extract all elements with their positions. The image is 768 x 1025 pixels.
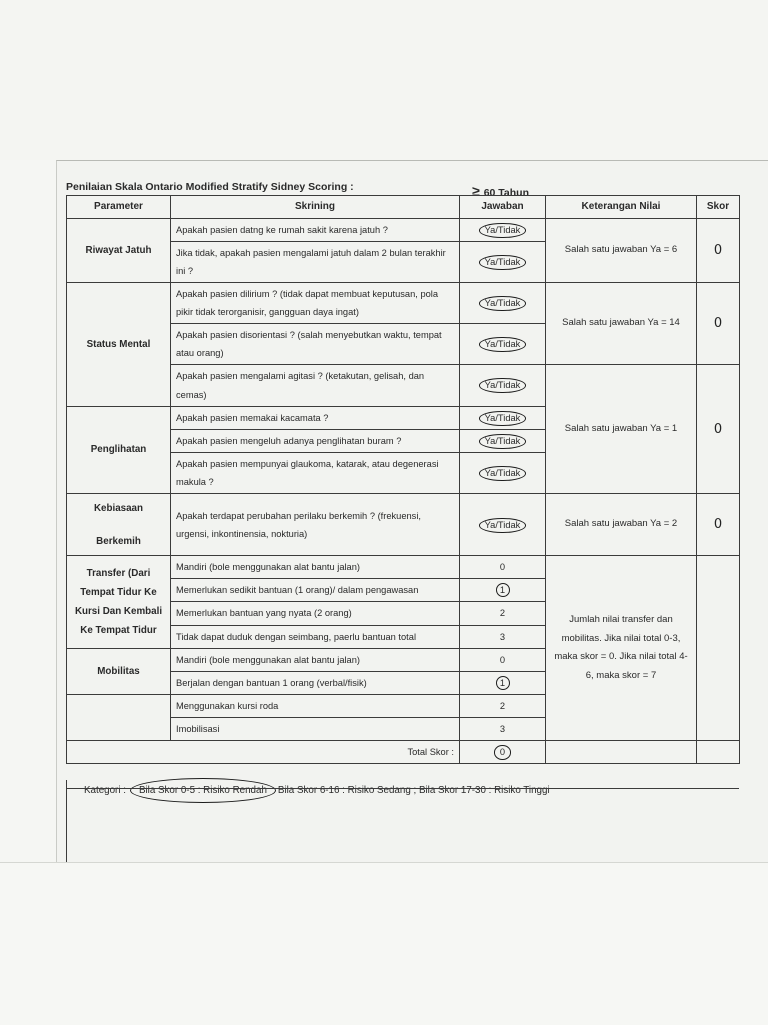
value-cell <box>460 579 546 602</box>
param-empty <box>67 694 171 740</box>
circled-answer: Ya/Tidak <box>479 223 527 238</box>
total-spacer <box>697 741 740 764</box>
answer-cell <box>460 365 546 406</box>
value-cell: 3 <box>460 718 546 741</box>
question-text: Tidak dapat duduk dengan seimbang, paerlu bantuan total <box>171 625 460 648</box>
total-value: 0 <box>494 745 511 760</box>
total-row <box>67 741 740 764</box>
param-transfer: Transfer (Dari Tempat Tidur Ke Kursi Dan Kembali Ke Tempat Tidur <box>67 556 171 649</box>
circled-answer: Ya/Tidak <box>479 518 527 533</box>
kategori-circled-rendah: Bila Skor 0-5 : Risiko Rendah <box>130 778 276 803</box>
question-text: Mandiri (bole menggunakan alat bantu jalan) <box>171 556 460 579</box>
answer-cell <box>460 241 546 282</box>
answer-cell <box>460 452 546 493</box>
question-text: Apakah pasien datng ke rumah sakit karena jatuh ? <box>171 218 460 241</box>
scan-background-bottom <box>0 862 768 1025</box>
keterangan-text: Salah satu jawaban Ya = 6 <box>546 218 697 282</box>
circled-value: 1 <box>496 676 510 690</box>
scan-background-top <box>0 0 768 160</box>
circled-answer: Ya/Tidak <box>479 411 527 426</box>
kategori-line <box>84 778 550 803</box>
value-cell <box>460 671 546 694</box>
value-cell: 3 <box>460 625 546 648</box>
header-parameter: Parameter <box>67 196 171 219</box>
circled-answer: Ya/Tidak <box>479 378 527 393</box>
table-row <box>67 218 740 241</box>
param-label-line: Berkemih <box>96 535 141 547</box>
answer-cell <box>460 406 546 429</box>
table-row <box>67 494 740 556</box>
geq-symbol: ≥ <box>472 183 480 199</box>
param-mobilitas: Mobilitas <box>67 648 171 694</box>
total-value-cell <box>460 741 546 764</box>
answer-cell <box>460 429 546 452</box>
question-text: Apakah pasien mengalami agitasi ? (ketakutan, gelisah, dan cemas) <box>171 365 460 406</box>
circled-answer: Ya/Tidak <box>479 434 527 449</box>
question-text: Mandiri (bole menggunakan alat bantu jalan) <box>171 648 460 671</box>
skor-value: 0 <box>697 365 740 494</box>
question-text: Apakah terdapat perubahan perilaku berkemih ? (frekuensi, urgensi, inkontinensia, nokturia) <box>171 494 460 556</box>
skor-value: 0 <box>697 282 740 365</box>
table-header-row <box>67 196 740 219</box>
answer-cell <box>460 282 546 323</box>
kategori-label: Kategori : <box>84 785 126 796</box>
value-cell: 2 <box>460 602 546 625</box>
table-left-border-lower <box>66 780 67 862</box>
question-text: Memerlukan bantuan yang nyata (2 orang) <box>171 602 460 625</box>
kategori-rest: Bila Skor 6-16 : Risiko Sedang ; Bila Skor 17-30 : Risiko Tinggi <box>277 785 550 796</box>
question-text: Apakah pasien disorientasi ? (salah menyebutkan waktu, tempat atau orang) <box>171 324 460 365</box>
question-text: Apakah pasien dilirium ? (tidak dapat membuat keputusan, pola pikir tidak terorganisir, gangguan daya ingat) <box>171 282 460 323</box>
keterangan-text: Salah satu jawaban Ya = 14 <box>546 282 697 365</box>
question-text: Menggunakan kursi roda <box>171 694 460 717</box>
keterangan-text: Jumlah nilai transfer dan mobilitas. Jika nilai total 0-3, maka skor = 0. Jika nilai total 4-6, maka skor = 7 <box>546 556 697 741</box>
table-row <box>67 556 740 579</box>
skor-value: 0 <box>697 218 740 282</box>
circled-answer: Ya/Tidak <box>479 466 527 481</box>
param-status-mental: Status Mental <box>67 282 171 406</box>
question-text: Imobilisasi <box>171 718 460 741</box>
total-spacer <box>67 741 171 764</box>
answer-cell <box>460 324 546 365</box>
value-cell: 0 <box>460 556 546 579</box>
answer-cell <box>460 218 546 241</box>
param-penglihatan: Penglihatan <box>67 406 171 494</box>
param-riwayat-jatuh: Riwayat Jatuh <box>67 218 171 282</box>
total-label: Total Skor : <box>171 741 460 764</box>
keterangan-text: Salah satu jawaban Ya = 2 <box>546 494 697 556</box>
value-cell: 0 <box>460 648 546 671</box>
form-title: Penilaian Skala Ontario Modified Stratify Sidney Scoring : <box>66 181 354 193</box>
param-kebiasaan-berkemih <box>67 494 171 556</box>
question-text: Memerlukan sedikit bantuan (1 orang)/ dalam pengawasan <box>171 579 460 602</box>
total-spacer <box>546 741 697 764</box>
skor-value <box>697 556 740 741</box>
circled-answer: Ya/Tidak <box>479 337 527 352</box>
header-skrining: Skrining <box>171 196 460 219</box>
header-skor: Skor <box>697 196 740 219</box>
screening-table <box>66 195 740 764</box>
question-text: Apakah pasien mengeluh adanya penglihatan buram ? <box>171 429 460 452</box>
question-text: Berjalan dengan bantuan 1 orang (verbal/fisik) <box>171 671 460 694</box>
value-cell: 2 <box>460 694 546 717</box>
keterangan-text: Salah satu jawaban Ya = 1 <box>546 365 697 494</box>
circled-value: 1 <box>496 583 510 597</box>
circled-answer: Ya/Tidak <box>479 296 527 311</box>
param-label-line: Kebiasaan <box>93 502 143 514</box>
answer-cell <box>460 494 546 556</box>
header-keterangan: Keterangan Nilai <box>546 196 697 219</box>
circled-answer: Ya/Tidak <box>479 255 527 270</box>
header-jawaban: Jawaban <box>460 196 546 219</box>
age-label: 60 Tahun <box>483 187 529 199</box>
skor-value: 0 <box>697 494 740 556</box>
table-bottom-line <box>66 788 739 789</box>
question-text: Jika tidak, apakah pasien mengalami jatuh dalam 2 bulan terakhir ini ? <box>171 241 460 282</box>
question-text: Apakah pasien mempunyai glaukoma, katarak, atau degenerasi makula ? <box>171 452 460 493</box>
question-text: Apakah pasien memakai kacamata ? <box>171 406 460 429</box>
table-row <box>67 282 740 323</box>
